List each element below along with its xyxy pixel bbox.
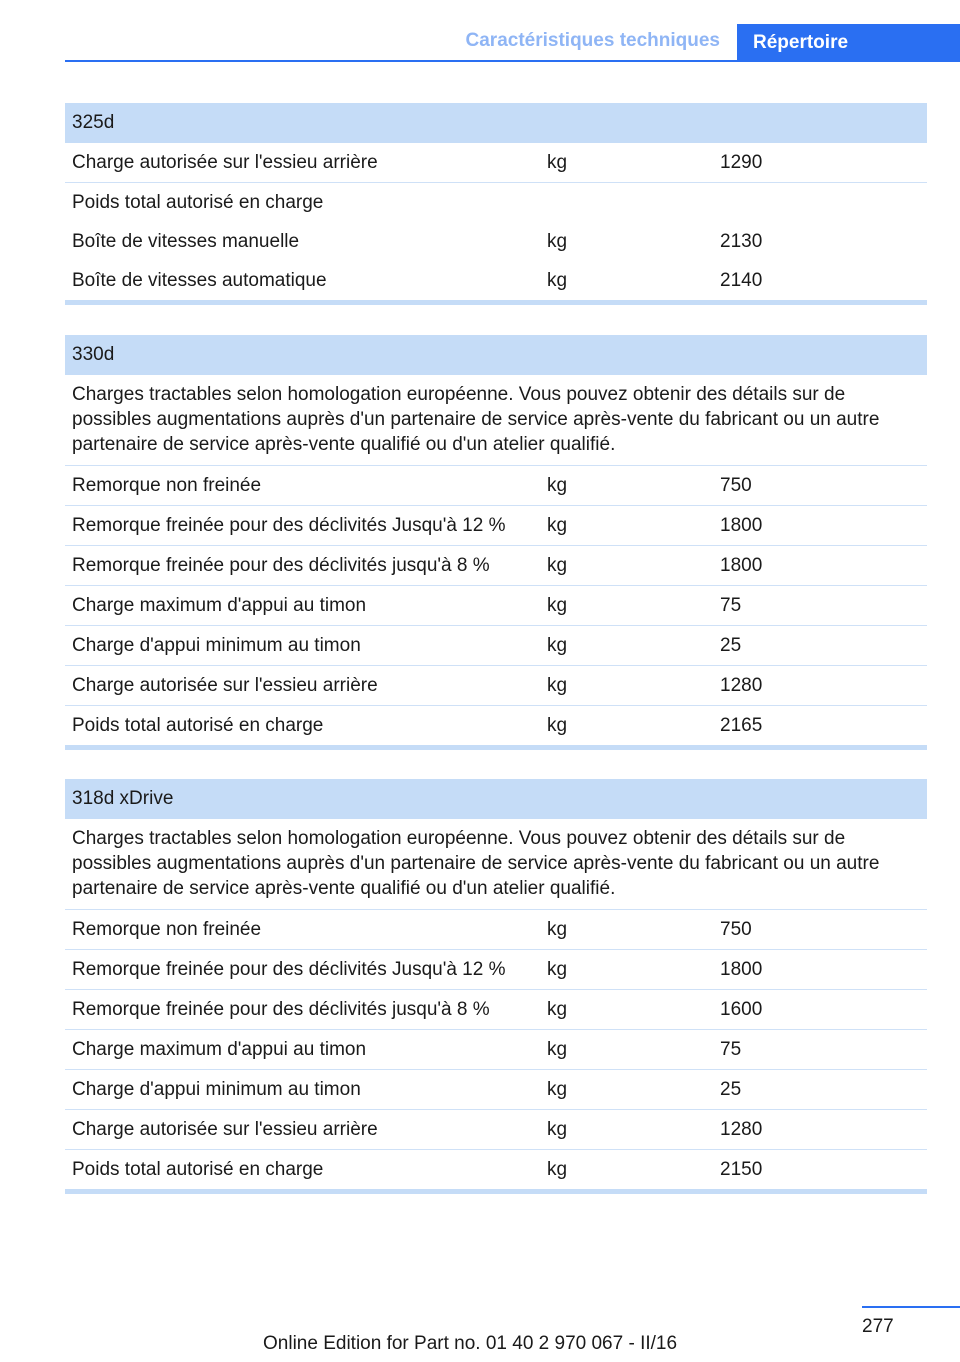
row-value: 1800 [720, 959, 763, 980]
row-label: Charge maximum d'appui au timon [72, 1039, 367, 1060]
row-unit: kg [547, 475, 568, 496]
row-value: 1800 [720, 555, 763, 576]
row-unit: kg [547, 635, 568, 656]
row-label: Charge maximum d'appui au timon [72, 595, 367, 616]
table-row [65, 990, 927, 1030]
table-row [65, 626, 927, 666]
row-label: Poids total autorisé en charge [72, 1159, 324, 1180]
spec-table-318d-xdrive [65, 779, 927, 1194]
table-row [65, 222, 927, 261]
row-label: Remorque freinée pour des déclivités Jusqu'à 12 % [72, 959, 506, 980]
row-value: 1800 [720, 515, 763, 536]
row-unit: kg [547, 1119, 568, 1140]
row-unit: kg [547, 515, 568, 536]
row-unit: kg [547, 231, 568, 252]
table-row [65, 1150, 927, 1189]
row-label: Remorque freinée pour des déclivités jusqu'à 8 % [72, 555, 490, 576]
header-tab-repertoire[interactable]: Répertoire [737, 24, 960, 62]
row-unit: kg [547, 999, 568, 1020]
page-header [0, 0, 960, 62]
table-row [65, 586, 927, 626]
row-unit: kg [547, 1039, 568, 1060]
row-unit: kg [547, 555, 568, 576]
table-row [65, 950, 927, 990]
row-label: Poids total autorisé en charge [72, 192, 324, 213]
footer-rule [862, 1306, 960, 1308]
row-value: 2150 [720, 1159, 763, 1180]
row-value: 2165 [720, 715, 763, 736]
table-row [65, 183, 927, 222]
row-unit: kg [547, 1159, 568, 1180]
row-label: Charge autorisée sur l'essieu arrière [72, 675, 378, 696]
edition-footer: Online Edition for Part no. 01 40 2 970 067 - II/16 [263, 1333, 678, 1354]
spec-table-330d [65, 335, 927, 750]
row-value: 1280 [720, 1119, 763, 1140]
row-label: Boîte de vitesses automatique [72, 270, 327, 291]
row-value [720, 183, 927, 222]
table-row [65, 506, 927, 546]
row-unit [547, 183, 720, 222]
row-value: 750 [720, 919, 752, 940]
table-title: 325d [65, 103, 927, 143]
row-value: 1280 [720, 675, 763, 696]
row-label: Remorque non freinée [72, 475, 262, 496]
table-row [65, 466, 927, 506]
header-section-title[interactable]: Caractéristiques techniques [465, 30, 720, 51]
row-value: 1600 [720, 999, 763, 1020]
row-unit: kg [547, 715, 568, 736]
table-row [65, 910, 927, 950]
row-unit: kg [547, 270, 568, 291]
table-title: 330d [65, 335, 927, 375]
row-value: 25 [720, 1079, 742, 1100]
row-unit: kg [547, 959, 568, 980]
row-unit: kg [547, 595, 568, 616]
table-row [65, 1110, 927, 1150]
table-row [65, 261, 927, 300]
table-note: Charges tractables selon homologation européenne. Vous pouvez obtenir des détails sur de possibles augmentations auprès d'un partenaire de service après-vente du fabricant ou un autre partenaire de service après-vente qualifié ou d'un atelier qualifié. [65, 819, 927, 910]
row-value: 2140 [720, 270, 763, 291]
table-row [65, 143, 927, 183]
row-value: 75 [720, 1039, 742, 1060]
table-row [65, 546, 927, 586]
table-row [65, 1030, 927, 1070]
row-label: Remorque freinée pour des déclivités Jusqu'à 12 % [72, 515, 506, 536]
row-value: 2130 [720, 231, 763, 252]
table-row [65, 706, 927, 745]
row-value: 25 [720, 635, 742, 656]
row-unit: kg [547, 152, 568, 173]
row-label: Charge d'appui minimum au timon [72, 1079, 361, 1100]
table-title: 318d xDrive [65, 779, 927, 819]
row-unit: kg [547, 1079, 568, 1100]
table-end-bar [65, 1189, 927, 1194]
row-value: 75 [720, 595, 742, 616]
row-label: Charge d'appui minimum au timon [72, 635, 361, 656]
row-label: Charge autorisée sur l'essieu arrière [72, 152, 378, 173]
row-label: Boîte de vitesses manuelle [72, 231, 300, 252]
row-label: Charge autorisée sur l'essieu arrière [72, 1119, 378, 1140]
table-note: Charges tractables selon homologation européenne. Vous pouvez obtenir des détails sur de possibles augmentations auprès d'un partenaire de service après-vente du fabricant ou un autre partenaire de service après-vente qualifié ou d'un atelier qualifié. [65, 375, 927, 466]
table-row [65, 666, 927, 706]
row-value: 1290 [720, 152, 763, 173]
row-value: 750 [720, 475, 752, 496]
row-label: Remorque freinée pour des déclivités jusqu'à 8 % [72, 999, 490, 1020]
row-label: Remorque non freinée [72, 919, 262, 940]
spec-table-325d [65, 103, 927, 305]
table-end-bar [65, 300, 927, 305]
row-label: Poids total autorisé en charge [72, 715, 324, 736]
row-unit: kg [547, 675, 568, 696]
table-row [65, 1070, 927, 1110]
row-unit: kg [547, 919, 568, 940]
table-end-bar [65, 745, 927, 750]
header-rule [65, 60, 960, 62]
page-number: 277 [862, 1316, 894, 1337]
